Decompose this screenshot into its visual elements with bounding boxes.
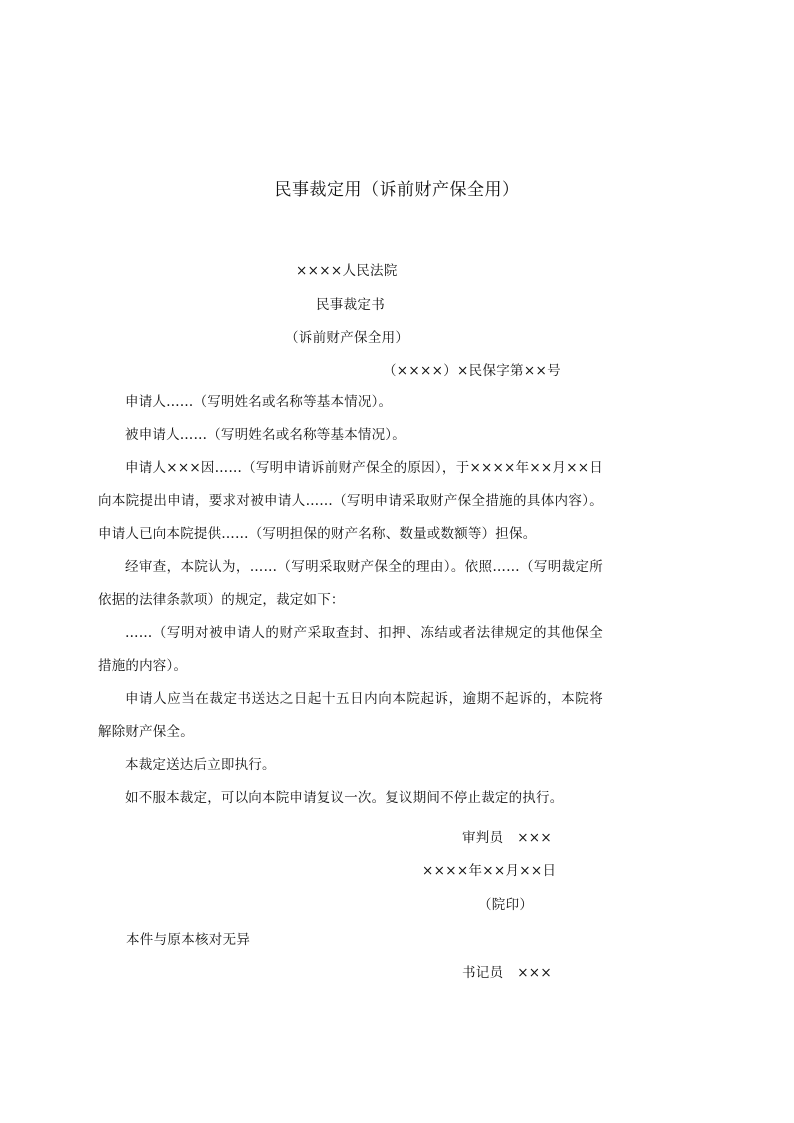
paragraph-execution: 本裁定送达后立即执行。 bbox=[125, 757, 276, 773]
document-subtype: （诉前财产保全用） bbox=[285, 330, 410, 346]
paragraph-respondent: 被申请人……（写明姓名或名称等基本情况）。 bbox=[125, 427, 406, 443]
paragraph-application: 申请人×××因……（写明申请诉前财产保全的原因），于××××年××月××日向本院提出申请，要求对被申请人……（写明申请采取财产保全措施的具体内容）。申请人已向本院提供……（写明担保的财产名称、数量或数额等）担保。 bbox=[98, 460, 603, 542]
paragraph-reconsideration: 如不服本裁定，可以向本院申请复议一次。复议期间不停止裁定的执行。 bbox=[125, 790, 564, 806]
judge-signature: 审判员 ××× bbox=[462, 830, 553, 846]
court-seal: （院印） bbox=[478, 897, 534, 913]
verification-note: 本件与原本核对无异 bbox=[126, 932, 251, 948]
paragraph-deadline: 申请人应当在裁定书送达之日起十五日内向本院起诉，逾期不起诉的，本院将解除财产保全。 bbox=[98, 691, 603, 740]
document-type: 民事裁定书 bbox=[316, 297, 385, 313]
clerk-signature: 书记员 ××× bbox=[462, 965, 553, 981]
paragraph-ruling: ……（写明对被申请人的财产采取查封、扣押、冻结或者法律规定的其他保全措施的内容）。 bbox=[98, 625, 603, 674]
document-body bbox=[98, 386, 603, 815]
ruling-date: ××××年××月××日 bbox=[422, 863, 557, 879]
case-number: （××××）×民保字第××号 bbox=[383, 363, 561, 379]
court-name: ××××人民法院 bbox=[296, 263, 398, 279]
paragraph-applicant: 申请人……（写明姓名或名称等基本情况）。 bbox=[125, 394, 393, 410]
document-heading: 民事裁定用（诉前财产保全用） bbox=[274, 180, 520, 200]
paragraph-review: 经审查，本院认为，……（写明采取财产保全的理由）。依照……（写明裁定所依据的法律条款项）的规定，裁定如下： bbox=[98, 559, 603, 608]
